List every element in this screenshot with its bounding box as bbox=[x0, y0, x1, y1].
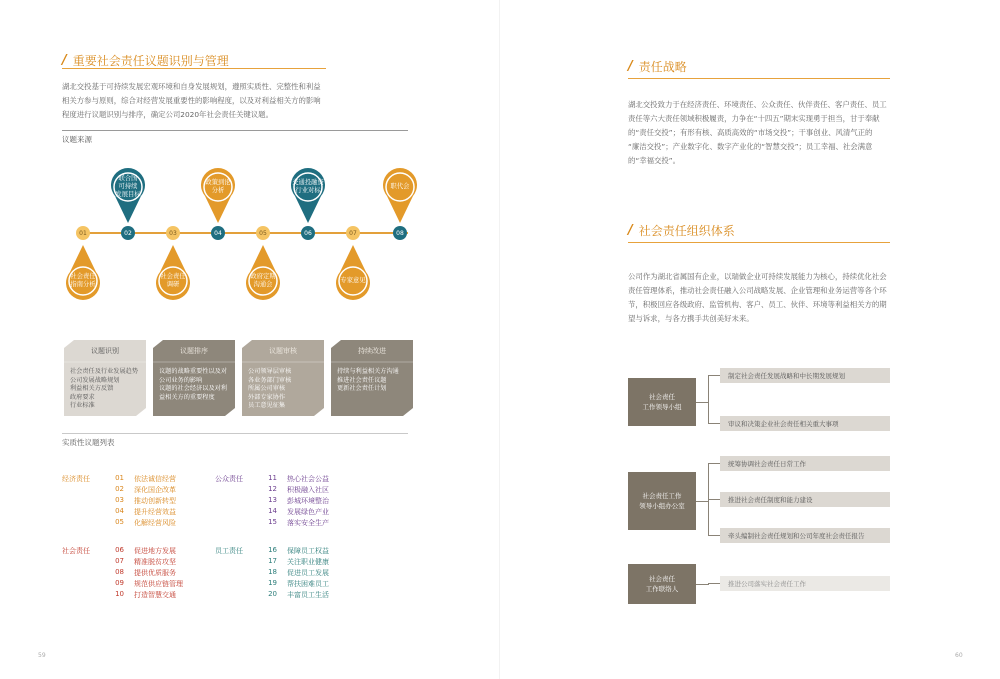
pin-label bbox=[197, 179, 239, 195]
pin-label bbox=[62, 273, 104, 289]
issue-number: 02 bbox=[115, 485, 124, 493]
issue-text: 推动创新转型 bbox=[134, 497, 176, 505]
source-pin-bottom bbox=[242, 244, 284, 302]
timeline-dot: 02 bbox=[121, 226, 135, 240]
org-unit-box bbox=[628, 472, 696, 530]
org-unit-line: 领导小组办公室 bbox=[639, 502, 685, 510]
card-line: 公司发展战略规划 bbox=[70, 376, 120, 384]
strategy-paragraph: 湖北交投致力于在经济责任、环境责任、公众责任、伙伴责任、客户责任、员工 责任等六大责任领域积极履责，力争在“十四五”期末实现勇于担当，甘于奉献 的“责任交投”；有形有核、高质高效的“市场交投”；干事创业、风清气正的 “廉洁交投”；产业数字化、数字产业化的“智慧交投”；员工幸福、社会满意 的“幸福交投”。 bbox=[628, 100, 887, 165]
issue-text: 保障员工权益 bbox=[287, 547, 329, 555]
process-card bbox=[242, 340, 324, 416]
title-slash-icon: / bbox=[628, 59, 633, 74]
right-page bbox=[500, 0, 1000, 679]
issue-number: 03 bbox=[115, 496, 124, 504]
pin-label-line: 交通投融资 bbox=[292, 179, 324, 186]
org-unit-box bbox=[628, 564, 696, 604]
pin-label-line: 分析 bbox=[211, 187, 225, 194]
issue-number: 11 bbox=[268, 474, 277, 482]
issue-number: 14 bbox=[268, 507, 277, 515]
intro-paragraph: 湖北交投基于可持续发展宏观环境和自身发展规划，遵照实质性、完整性和利益 相关方参与原则，综合对经营发展重要性的影响程度，以及对利益相关方的影响 程度进行议题识别与排序，确定公司2020年社会责任关键议题。 bbox=[62, 82, 321, 119]
issue-text: 丰富员工生活 bbox=[287, 591, 329, 599]
issue-text: 打造智慧交通 bbox=[134, 591, 176, 599]
process-card bbox=[64, 340, 146, 416]
source-pin-top bbox=[287, 166, 329, 224]
card-body bbox=[159, 368, 233, 402]
page-number-right: 60 bbox=[955, 652, 963, 659]
org-duty-item: 制定社会责任发展战略和中长期发展规划 bbox=[720, 368, 890, 383]
issue-text: 规范供应链管理 bbox=[134, 580, 183, 588]
pin-label-line: 行业对标 bbox=[295, 187, 321, 194]
org-connector bbox=[696, 501, 708, 502]
card-title: 议题排序 bbox=[180, 347, 208, 355]
org-duty-item: 推进社会责任制度和能力建设 bbox=[720, 492, 890, 507]
card-line: 推进社会责任议题 bbox=[337, 376, 387, 384]
pin-label-line: 可持续 bbox=[118, 183, 138, 190]
timeline-dot: 03 bbox=[166, 226, 180, 240]
issue-text: 发展绿色产业 bbox=[287, 508, 329, 516]
card-line: 议题的社会经济以及对利 bbox=[159, 385, 228, 392]
org-connector bbox=[696, 402, 708, 403]
pin-shape bbox=[332, 244, 374, 302]
issue-text: 落实安全生产 bbox=[287, 519, 329, 527]
org-duty-item: 统筹协调社会责任日常工作 bbox=[720, 456, 890, 471]
org-unit-line: 社会责任 bbox=[649, 393, 675, 401]
pin-label bbox=[107, 175, 149, 199]
card-body bbox=[248, 368, 322, 411]
org-duty-item: 推进公司落实社会责任工作 bbox=[720, 576, 890, 591]
card-line: 更新社会责任计划 bbox=[337, 385, 387, 392]
org-connector bbox=[708, 583, 720, 584]
timeline-dot: 06 bbox=[301, 226, 315, 240]
card-line: 议题的战略重要性以及对 bbox=[159, 368, 228, 375]
issue-text: 依法诚信经营 bbox=[134, 475, 176, 483]
process-card bbox=[153, 340, 235, 416]
source-pin-bottom bbox=[152, 244, 194, 302]
section-title-strategy: / 责任战略 bbox=[628, 59, 687, 74]
card-line: 行业标准 bbox=[70, 402, 95, 409]
pin-shape bbox=[287, 166, 329, 224]
card-line: 公司领导层审核 bbox=[248, 368, 292, 375]
source-pin-bottom bbox=[332, 244, 374, 302]
pin-label bbox=[287, 179, 329, 195]
issue-number: 04 bbox=[115, 507, 124, 515]
pin-label-line: 职代会 bbox=[390, 183, 410, 190]
issue-text: 帮扶困难员工 bbox=[287, 580, 329, 588]
issue-list-label: 实质性议题列表 bbox=[62, 438, 115, 447]
page-number-left: 59 bbox=[38, 652, 46, 659]
org-connector bbox=[708, 375, 709, 424]
issue-number: 08 bbox=[115, 568, 124, 576]
issue-text: 提升经营效益 bbox=[134, 508, 176, 516]
card-line: 员工意见征集 bbox=[248, 402, 286, 409]
issue-category: 公众责任 bbox=[215, 475, 243, 483]
issue-text: 彭城环境整治 bbox=[287, 497, 329, 505]
issue-number: 13 bbox=[268, 496, 277, 504]
source-pin-top bbox=[379, 166, 421, 224]
org-duty-item: 审议和决策企业社会责任相关重大事项 bbox=[720, 416, 890, 431]
card-line: 社会责任及行业发展趋势 bbox=[70, 368, 139, 375]
card-line: 外部专家协作 bbox=[248, 393, 286, 401]
issue-number: 16 bbox=[268, 546, 277, 554]
org-underline bbox=[628, 242, 890, 243]
issue-number: 17 bbox=[268, 557, 277, 565]
card-title: 议题审核 bbox=[269, 347, 297, 355]
issue-number: 09 bbox=[115, 579, 124, 587]
issue-category: 社会责任 bbox=[62, 547, 90, 555]
title-underline bbox=[62, 68, 326, 69]
source-pin-top bbox=[107, 166, 149, 224]
issue-text: 提供优质服务 bbox=[134, 569, 176, 577]
card-line: 各业务部门审核 bbox=[248, 376, 292, 384]
org-connector bbox=[708, 463, 720, 464]
pin-shape bbox=[379, 166, 421, 224]
pin-label-line: 沟通会 bbox=[253, 281, 273, 288]
card-line: 持续与利益相关方沟通 bbox=[337, 368, 399, 375]
title-slash-icon: / bbox=[62, 53, 67, 68]
issue-number: 05 bbox=[115, 518, 124, 526]
section-title-issues: / 重要社会责任议题识别与管理 bbox=[62, 53, 229, 68]
org-unit-line: 社会责任 bbox=[649, 575, 675, 583]
issue-text: 关注职业健康 bbox=[287, 558, 329, 566]
issue-text: 促进员工发展 bbox=[287, 569, 329, 577]
issue-text: 精准脱贫攻坚 bbox=[134, 558, 176, 566]
timeline-dot: 01 bbox=[76, 226, 90, 240]
pin-label-line: 社会责任 bbox=[70, 273, 96, 280]
issue-number: 07 bbox=[115, 557, 124, 565]
card-line: 公司业务的影响 bbox=[159, 376, 203, 384]
org-unit-line: 社会责任工作 bbox=[642, 492, 682, 500]
card-line: 益相关方的重要程度 bbox=[159, 393, 215, 401]
pin-shape bbox=[197, 166, 239, 224]
timeline-dot: 07 bbox=[346, 226, 360, 240]
org-connector bbox=[708, 499, 720, 500]
org-paragraph: 公司作为湖北省属国有企业，以瑞做企业可持续发展能力为核心，持续优化社会 责任管理体系，推动社会责任融入公司战略发展、企业管理和业务运营等各个环 节，积极回应各级政府、监管机构、客户、员工、伙伴、环境等利益相关方的期 望与诉求，与各方携手共创美好未来。 bbox=[628, 272, 887, 323]
pin-label bbox=[152, 273, 194, 289]
issue-number: 20 bbox=[268, 590, 277, 598]
card-line: 所属公司审核 bbox=[248, 385, 286, 392]
card-body bbox=[70, 368, 144, 411]
card-body bbox=[337, 368, 411, 394]
card-line: 政府要求 bbox=[70, 393, 95, 401]
issue-text: 促进地方发展 bbox=[134, 547, 176, 555]
issue-number: 18 bbox=[268, 568, 277, 576]
issue-number: 19 bbox=[268, 579, 277, 587]
org-unit-box bbox=[628, 378, 696, 426]
org-duty-item: 牵头编制社会责任规划和公司年度社会责任报告 bbox=[720, 528, 890, 543]
source-pin-bottom bbox=[62, 244, 104, 302]
org-unit-label bbox=[643, 392, 682, 412]
pin-label-line: 专家意见 bbox=[340, 277, 366, 284]
pin-label-line: 联合国 bbox=[118, 175, 138, 182]
list-rule bbox=[62, 433, 408, 434]
org-connector bbox=[708, 375, 720, 376]
issue-text: 化解经营风险 bbox=[134, 519, 176, 527]
issue-text: 热心社会公益 bbox=[287, 475, 329, 483]
issue-category: 员工责任 bbox=[215, 547, 243, 555]
strategy-underline bbox=[628, 78, 890, 79]
pin-label-line: 调研 bbox=[166, 281, 180, 288]
org-connector bbox=[696, 584, 708, 585]
org-unit-line: 工作联络人 bbox=[645, 585, 679, 593]
timeline-dot: 05 bbox=[256, 226, 270, 240]
pin-label bbox=[242, 273, 284, 289]
timeline-dot: 04 bbox=[211, 226, 225, 240]
title-slash-icon: / bbox=[628, 223, 633, 238]
timeline-dot: 08 bbox=[393, 226, 407, 240]
card-line: 利益相关方反馈 bbox=[70, 385, 114, 392]
pin-label-line: 政府定期 bbox=[250, 273, 276, 280]
source-pin-top bbox=[197, 166, 239, 224]
org-unit-label bbox=[646, 574, 679, 594]
issue-number: 06 bbox=[115, 546, 124, 554]
org-connector bbox=[708, 423, 720, 424]
issue-text: 深化国企改革 bbox=[134, 486, 176, 494]
pin-label-line: 指南分析 bbox=[70, 281, 96, 288]
org-unit-line: 工作领导小组 bbox=[642, 403, 682, 411]
issue-category: 经济责任 bbox=[62, 475, 90, 483]
source-rule bbox=[62, 130, 408, 131]
issue-number: 12 bbox=[268, 485, 277, 493]
issue-number: 15 bbox=[268, 518, 277, 526]
org-connector bbox=[708, 535, 720, 536]
org-unit-label bbox=[639, 491, 685, 511]
source-label: 议题来源 bbox=[62, 135, 92, 144]
card-title: 持续改进 bbox=[358, 347, 386, 355]
pin-label-line: 社会责任 bbox=[160, 273, 186, 280]
card-title: 议题识别 bbox=[91, 347, 119, 355]
issue-number: 10 bbox=[115, 590, 124, 598]
section-title-org: / 社会责任组织体系 bbox=[628, 223, 735, 238]
pin-label-line: 发展目标 bbox=[115, 191, 141, 198]
process-card bbox=[331, 340, 413, 416]
pin-label-line: 政策到论 bbox=[205, 179, 231, 186]
issue-text: 积极融入社区 bbox=[287, 486, 329, 494]
issue-number: 01 bbox=[115, 474, 124, 482]
pin-label bbox=[379, 183, 421, 191]
pin-label bbox=[332, 277, 374, 285]
